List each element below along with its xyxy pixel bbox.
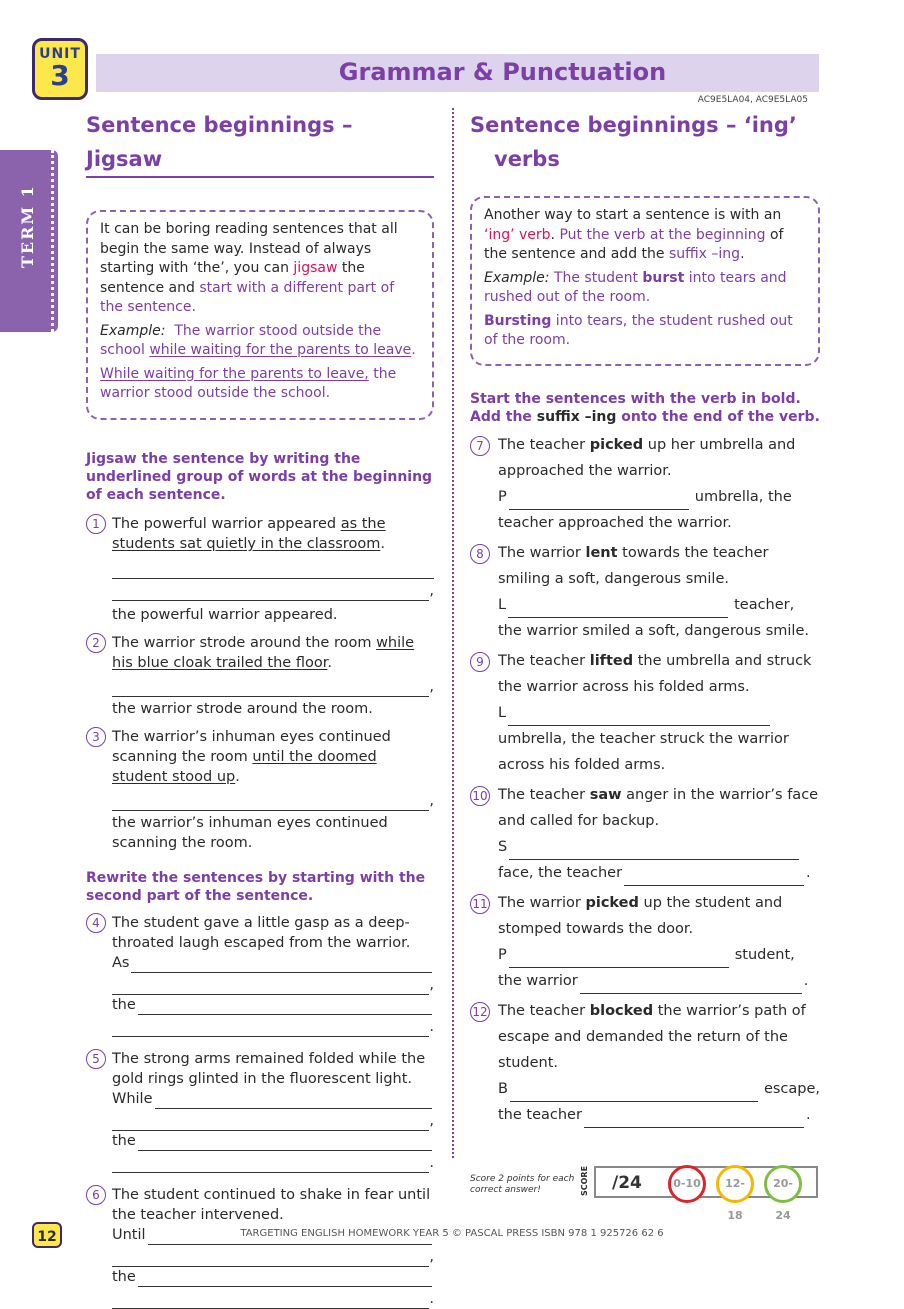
- answer-line[interactable]: ,: [112, 791, 434, 811]
- score-area: [470, 1164, 820, 1222]
- answer-line[interactable]: .: [112, 1017, 434, 1037]
- answer-line[interactable]: the warrior .: [498, 968, 820, 994]
- question-number: 8: [470, 544, 490, 564]
- score-range-mid: 12-18: [716, 1165, 754, 1203]
- page-title: Grammar & Punctuation: [338, 58, 667, 86]
- answer-line[interactable]: L: [498, 700, 820, 726]
- answer-line[interactable]: B escape,: [498, 1076, 820, 1102]
- question-number: 4: [86, 913, 106, 933]
- question-10: 10 The teacher saw anger in the warrior’s face and called for backup. S face, the teacher .: [470, 782, 820, 886]
- score-range-high: 20-24: [764, 1165, 802, 1203]
- header-bar: [96, 54, 819, 92]
- answer-line[interactable]: .: [112, 1153, 434, 1173]
- question-number: 3: [86, 727, 106, 747]
- left-info-paragraph: It can be boring reading sentences that all begin the same way. Instead of always starting with ‘the’, you can jigsaw the sentence and start with a different part of the sentence.: [100, 221, 398, 315]
- answer-line[interactable]: L teacher,: [498, 592, 820, 618]
- answer-line[interactable]: the: [112, 1267, 434, 1287]
- unit-badge: [32, 38, 88, 100]
- question-3: 3 The warrior’s inhuman eyes continued scanning the room until the doomed student stood up. , the warrior’s inhuman eyes continued scanning the room.: [86, 727, 434, 853]
- left-column: [86, 108, 434, 1309]
- instruction-rewrite: Rewrite the sentences by starting with the second part of the sentence.: [86, 870, 426, 904]
- column-divider: [452, 108, 454, 1158]
- term-tab: [0, 150, 58, 332]
- right-example-1: Example: The student burst into tears and rushed out of the room.: [484, 269, 787, 305]
- question-number: 2: [86, 633, 106, 653]
- tab-stitching: [47, 150, 54, 332]
- answer-line[interactable]: P umbrella, the: [498, 484, 820, 510]
- answer-line[interactable]: Until: [112, 1225, 434, 1245]
- right-example-2: Bursting into tears, the student rushed out of the room.: [484, 312, 793, 348]
- answer-line[interactable]: ,: [112, 677, 434, 697]
- question-number: 11: [470, 894, 490, 914]
- question-2: 2 The warrior strode around the room while his blue cloak trailed the floor. , the warrior strode around the room.: [86, 633, 434, 719]
- question-number: 7: [470, 436, 490, 456]
- answer-line[interactable]: the: [112, 995, 434, 1015]
- answer-line[interactable]: the teacher .: [498, 1102, 820, 1128]
- score-note: Score 2 points for each correct answer!: [470, 1174, 575, 1195]
- page-number: 12: [32, 1222, 62, 1248]
- left-example-2: While waiting for the parents to leave, the warrior stood outside the school.: [100, 365, 397, 401]
- right-section-title: Sentence beginnings – ‘ing’ verbs: [470, 113, 797, 171]
- sentence-end: the warrior strode around the room.: [112, 701, 373, 717]
- unit-label: UNIT: [39, 46, 81, 62]
- answer-line[interactable]: As: [112, 953, 434, 973]
- right-info-box: [470, 196, 820, 366]
- left-info-box: [86, 210, 434, 420]
- question-number: 6: [86, 1185, 106, 1205]
- answer-line[interactable]: the: [112, 1131, 434, 1151]
- term-label: TERM 1: [18, 184, 37, 268]
- question-number: 10: [470, 786, 490, 806]
- curriculum-codes: AC9E5LA04, AC9E5LA05: [697, 95, 808, 105]
- score-range-low: 0-10: [668, 1165, 706, 1203]
- sentence-end: the powerful warrior appeared.: [112, 607, 338, 623]
- answer-line[interactable]: ,: [112, 581, 434, 601]
- answer-line[interactable]: S: [498, 834, 820, 860]
- score-label: SCORE: [580, 1165, 589, 1196]
- question-8: 8 The warrior lent towards the teacher smiling a soft, dangerous smile. L teacher, the warrior smiled a soft, dangerous smile.: [470, 540, 820, 644]
- question-7: 7 The teacher picked up her umbrella and approached the warrior. P umbrella, the teacher approached the warrior.: [470, 432, 820, 536]
- question-9: 9 The teacher lifted the umbrella and struck the warrior across his folded arms. L umbrella, the teacher struck the warrior across his folded arms.: [470, 648, 820, 778]
- question-1: 1 The powerful warrior appeared as the students sat quietly in the classroom. , the powerful warrior appeared.: [86, 514, 434, 625]
- question-12: 12 The teacher blocked the warrior’s path of escape and demanded the return of the student. B escape, the teacher .: [470, 998, 820, 1128]
- question-number: 5: [86, 1049, 106, 1069]
- answer-line[interactable]: ,: [112, 975, 434, 995]
- question-number: 12: [470, 1002, 490, 1022]
- answer-line[interactable]: ,: [112, 1247, 434, 1267]
- question-4: 4 The student gave a little gasp as a deep-throated laugh escaped from the warrior. As , the .: [86, 913, 434, 1037]
- score-box[interactable]: [594, 1166, 818, 1222]
- left-example-1: Example: The warrior stood outside the school while waiting for the parents to leave.: [100, 322, 416, 358]
- answer-line[interactable]: [112, 560, 434, 579]
- answer-line[interactable]: While: [112, 1089, 434, 1109]
- right-info-paragraph: Another way to start a sentence is with an ‘ing’ verb. Put the verb at the beginning of the sentence and add the suffix –ing.: [484, 207, 784, 262]
- answer-line[interactable]: P student,: [498, 942, 820, 968]
- sentence-end: the warrior’s inhuman eyes continued scanning the room.: [112, 815, 388, 851]
- question-5: 5 The strong arms remained folded while the gold rings glinted in the fluorescent light. While , the .: [86, 1049, 434, 1173]
- score-total: /24: [612, 1173, 642, 1193]
- instruction-ing: Start the sentences with the verb in bold. Add the suffix –ing onto the end of the verb.: [470, 391, 820, 425]
- footer-text: TARGETING ENGLISH HOMEWORK YEAR 5 © PASCAL PRESS ISBN 978 1 925726 62 6: [240, 1228, 664, 1239]
- question-number: 1: [86, 514, 106, 534]
- question-11: 11 The warrior picked up the student and stomped towards the door. P student, the warrior .: [470, 890, 820, 994]
- unit-number: 3: [50, 59, 70, 92]
- answer-line[interactable]: .: [112, 1289, 434, 1309]
- instruction-jigsaw: Jigsaw the sentence by writing the underlined group of words at the beginning of each sentence.: [86, 451, 433, 503]
- answer-line[interactable]: ,: [112, 1111, 434, 1131]
- left-section-title: Sentence beginnings – Jigsaw: [86, 108, 434, 178]
- right-column: [470, 108, 820, 1128]
- question-number: 9: [470, 652, 490, 672]
- question-6: 6 The student continued to shake in fear until the teacher intervened. Until , the .: [86, 1185, 434, 1309]
- answer-line[interactable]: face, the teacher .: [498, 860, 820, 886]
